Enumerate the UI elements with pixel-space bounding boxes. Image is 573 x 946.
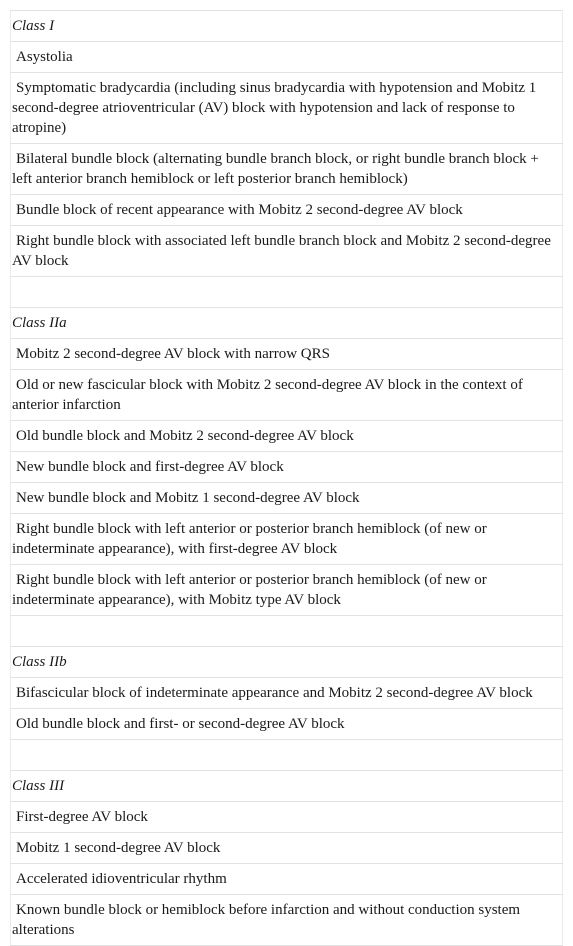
indication-cell: Old bundle block and first- or second-degree AV block [11,709,563,740]
table-row [11,565,563,616]
indication-cell: Right bundle block with associated left bundle branch block and Mobitz 2 second-degree AV block [11,226,563,277]
indication-cell: First-degree AV block [11,802,563,833]
blank-cell [11,616,563,647]
indication-cell: Accelerated idioventricular rhythm [11,864,563,895]
table-row [11,144,563,195]
blank-cell [11,740,563,771]
indication-cell: Mobitz 1 second-degree AV block [11,833,563,864]
pacing-indications-table [10,10,563,946]
table-row [11,802,563,833]
table-row [11,895,563,946]
indication-cell: Bifascicular block of indeterminate appearance and Mobitz 2 second-degree AV block [11,678,563,709]
class-heading: Class IIa [11,308,563,339]
class-heading: Class IIb [11,647,563,678]
table-row [11,73,563,144]
indication-cell: Old bundle block and Mobitz 2 second-degree AV block [11,421,563,452]
blank-row [11,740,563,771]
class-heading-row [11,308,563,339]
class-heading: Class III [11,771,563,802]
table-row [11,452,563,483]
class-heading-row [11,647,563,678]
indication-cell: New bundle block and Mobitz 1 second-degree AV block [11,483,563,514]
table-row [11,195,563,226]
indication-cell: Bilateral bundle block (alternating bundle branch block, or right bundle branch block + left anterior branch hemiblock or left posterior branch hemiblock) [11,144,563,195]
table-row [11,678,563,709]
blank-cell [11,277,563,308]
indication-cell: Symptomatic bradycardia (including sinus bradycardia with hypotension and Mobitz 1 second-degree atrioventricular (AV) block with hypotension and lack of response to atropine) [11,73,563,144]
class-heading: Class I [11,11,563,42]
indication-cell: New bundle block and first-degree AV block [11,452,563,483]
indication-cell: Known bundle block or hemiblock before infarction and without conduction system alterations [11,895,563,946]
indication-cell: Right bundle block with left anterior or posterior branch hemiblock (of new or indeterminate appearance), with first-degree AV block [11,514,563,565]
indication-cell: Bundle block of recent appearance with Mobitz 2 second-degree AV block [11,195,563,226]
table-row [11,514,563,565]
table-row [11,42,563,73]
indication-cell: Mobitz 2 second-degree AV block with narrow QRS [11,339,563,370]
blank-row [11,616,563,647]
class-heading-row [11,11,563,42]
table-row [11,864,563,895]
table-row [11,370,563,421]
indication-cell: Right bundle block with left anterior or posterior branch hemiblock (of new or indeterminate appearance), with Mobitz type AV block [11,565,563,616]
table-row [11,339,563,370]
table-row [11,833,563,864]
indication-cell: Asystolia [11,42,563,73]
class-heading-row [11,771,563,802]
table-row [11,421,563,452]
indication-cell: Old or new fascicular block with Mobitz 2 second-degree AV block in the context of anterior infarction [11,370,563,421]
table-row [11,226,563,277]
blank-row [11,277,563,308]
table-row [11,483,563,514]
table-row [11,709,563,740]
